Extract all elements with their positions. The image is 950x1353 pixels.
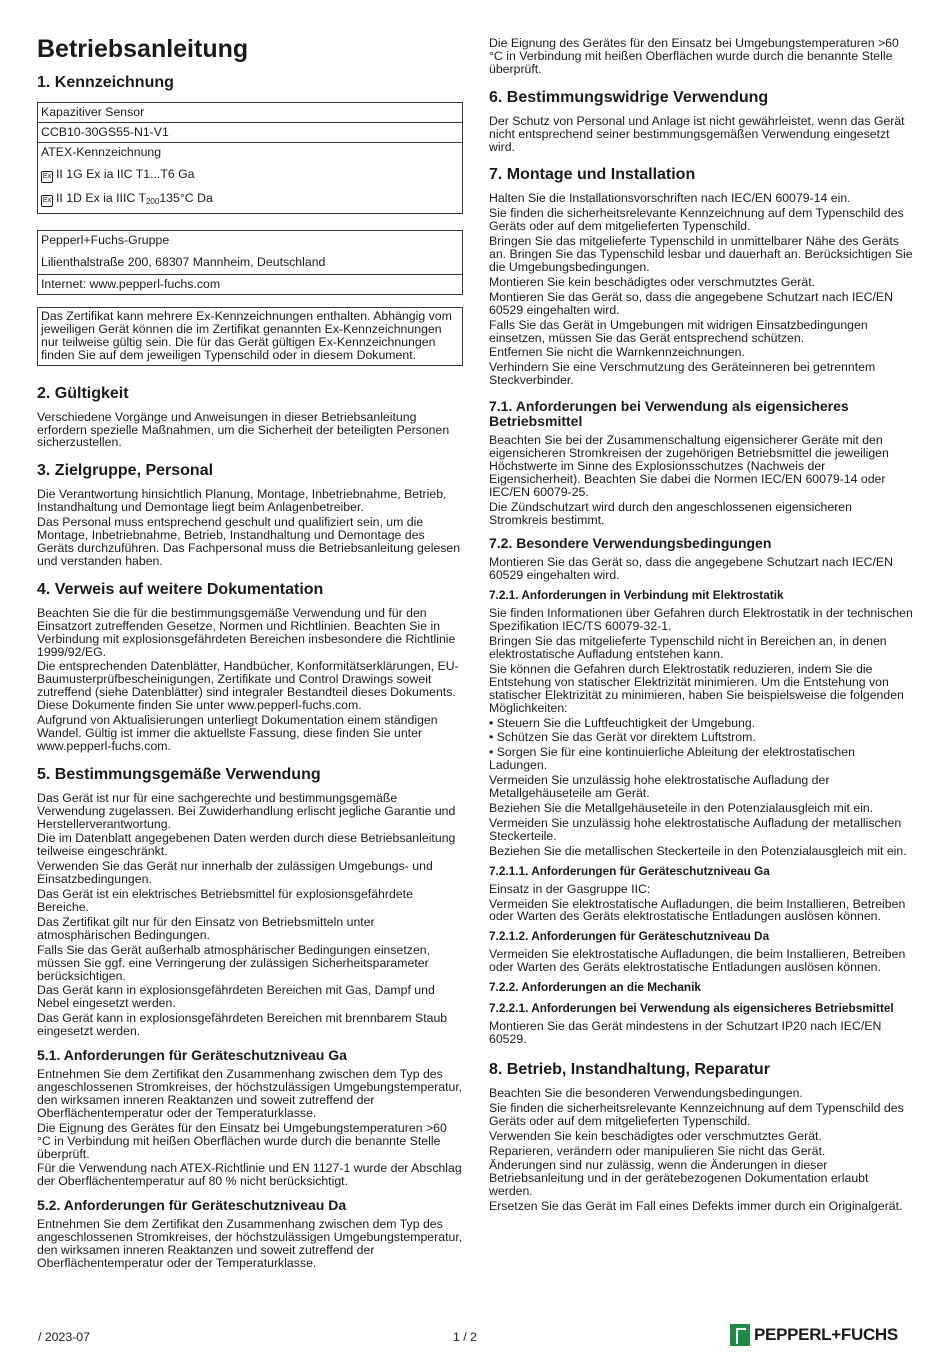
section-5-2-continued bbox=[489, 37, 913, 76]
certificate-note: Das Zertifikat kann mehrere Ex-Kennzeichnungen enthalten. Abhängig vom jeweiligen Gerät können die im Zertifikat genannten Ex-Kennzeichnungen nur teilweise gültig sein. Die für das Gerät gültigen Ex-Kennzeichnungen finden Sie auf dem jeweiligen Typenschild oder in diesem Dokument. bbox=[41, 309, 452, 362]
section-7-2-1-2-heading: 7.2.1.2. Anforderungen für Geräteschutzniveau Da bbox=[489, 929, 770, 944]
section-7-2-1-1-body bbox=[489, 883, 913, 924]
pf-logo-icon bbox=[730, 1324, 750, 1346]
section-5-1-heading: 5.1. Anforderungen für Geräteschutzniveau Ga bbox=[37, 1047, 347, 1064]
paragraph: Beachten Sie die für die bestimmungsgemäße Verwendung und für den Einsatzort zutreffenden Gesetze, Normen und Richtlinien. Beachten Sie in Verbindung mit explosionsgefährdeten Bereichen insbesondere die Richtlinie 1999/92/EG. bbox=[37, 605, 456, 659]
paragraph: Verschiedene Vorgänge und Anweisungen in dieser Betriebsanleitung erfordern spezielle Maßnahmen, um die Sicherheit der beteiligten Personen sicherzustellen. bbox=[37, 409, 450, 450]
section-5-1-body bbox=[37, 1068, 463, 1188]
right-column bbox=[489, 37, 913, 1215]
paragraph: Sie finden die sicherheitsrelevante Kennzeichnung auf dem Typenschild des Geräts oder auf dem mitgelieferten Typenschild. bbox=[489, 206, 904, 234]
section-5-heading: 5. Bestimmungsgemäße Verwendung bbox=[37, 765, 321, 783]
section-7-2-body bbox=[489, 556, 913, 582]
manufacturer-website: Internet: www.pepperl-fuchs.com bbox=[38, 274, 462, 294]
section-7-1-body bbox=[489, 434, 913, 526]
paragraph: Die Eignung des Gerätes für den Einsatz bei Umgebungstemperaturen >60 °C in Verbindung mit heißen Oberflächen wurde durch die benannte Stelle überprüft. bbox=[37, 1120, 447, 1161]
paragraph: Die Zündschutzart wird durch den angeschlossenen eigensicheren Stromkreis bestimmt. bbox=[489, 499, 852, 527]
paragraph: Beachten Sie bei der Zusammenschaltung eigensicherer Geräte mit den eigensicheren Stromkreisen der zugehörigen Betriebsmittel die jeweiligen Höchstwerte im Sinne des Explosionsschutzes (Nachweis der Eigensicherheit). Beachten Sie dabei die Normen IEC/EN 60079-14 oder IEC/EN 60079-25. bbox=[489, 433, 889, 499]
paragraph: Beziehen Sie die Metallgehäuseteile in den Potenzialausgleich mit ein. bbox=[489, 800, 874, 815]
paragraph: Halten Sie die Installationsvorschriften nach IEC/EN 60079-14 ein. bbox=[489, 191, 851, 206]
left-column bbox=[37, 34, 463, 1272]
logo-text: PEPPERL+FUCHS bbox=[754, 1325, 898, 1344]
section-7-heading: 7. Montage und Installation bbox=[489, 166, 696, 184]
paragraph: Ersetzen Sie das Gerät im Fall eines Defekts immer durch ein Originalgerät. bbox=[489, 1199, 903, 1214]
ex-hexagon-icon: Ex bbox=[41, 171, 53, 183]
section-2-heading: 2. Gültigkeit bbox=[37, 384, 129, 402]
footer-date: / 2023-07 bbox=[38, 1330, 90, 1344]
paragraph: Die entsprechenden Datenblätter, Handbücher, Konformitätserklärungen, EU-Baumusterprüfbescheinigungen, Zertifikate und Control Drawings soweit zutreffend (siehe Datenblätter) sind integraler Bestandteil dieses Dokuments. Diese Dokumente finden Sie unter www.pepperl-fuchs.com. bbox=[37, 659, 459, 713]
section-8-body bbox=[489, 1087, 913, 1213]
paragraph: Das Zertifikat gilt nur für den Einsatz von Betriebsmitteln unter atmosphärischen Bedingungen. bbox=[37, 914, 375, 942]
paragraph: Änderungen sind nur zulässig, wenn die Änderungen in dieser Betriebsanleitung und in der gerätebezogenen Dokumentation erlaubt werden. bbox=[489, 1158, 869, 1199]
section-7-1-heading: 7.1. Anforderungen bei Verwendung als eigensicheres Betriebsmittel bbox=[489, 398, 849, 430]
section-7-2-2-1-heading: 7.2.2.1. Anforderungen bei Verwendung als eigensicheres Betriebsmittel bbox=[489, 1001, 894, 1016]
manufacturer-box bbox=[37, 230, 463, 295]
paragraph: Beziehen Sie die metallischen Steckerteile in den Potenzialausgleich mit ein. bbox=[489, 843, 907, 858]
paragraph: Sie finden die sicherheitsrelevante Kennzeichnung auf dem Typenschild des Geräts oder auf dem mitgelieferten Typenschild. bbox=[489, 1100, 904, 1128]
section-7-2-1-body bbox=[489, 607, 913, 857]
paragraph: Verwenden Sie das Gerät nur innerhalb der zulässigen Umgebungs- und Einsatzbedingungen. bbox=[37, 859, 433, 887]
list-item: • Sorgen Sie für eine kontinuierliche Ableitung der elektrostatischen Ladungen. bbox=[489, 745, 855, 773]
section-3-heading: 3. Zielgruppe, Personal bbox=[37, 462, 214, 480]
paragraph: Die Verantwortung hinsichtlich Planung, Montage, Inbetriebnahme, Betrieb, Instandhaltung und Demontage liegt beim Anlagenbetreiber. bbox=[37, 487, 447, 515]
certificate-note-box bbox=[37, 307, 463, 366]
paragraph: Einsatz in der Gasgruppe IIC: bbox=[489, 881, 651, 896]
section-7-2-1-2-body bbox=[489, 948, 913, 974]
section-8-heading: 8. Betrieb, Instandhaltung, Reparatur bbox=[489, 1060, 770, 1078]
page-title: Betriebsanleitung bbox=[37, 35, 249, 63]
paragraph: Das Gerät ist nur für eine sachgerechte und bestimmungsgemäße Verwendung zugelassen. Bei Zuwiderhandlung erlischt jegliche Garantie und Herstellerverantwortung. bbox=[37, 790, 456, 831]
paragraph: Das Gerät kann in explosionsgefährdeten Bereichen mit Gas, Dampf und Nebel eingesetzt werden. bbox=[37, 983, 435, 1011]
section-7-2-heading: 7.2. Besondere Verwendungsbedingungen bbox=[489, 535, 772, 552]
paragraph: Vermeiden Sie unzulässig hohe elektrostatische Aufladung der metallischen Steckerteile. bbox=[489, 815, 902, 843]
section-7-2-1-heading: 7.2.1. Anforderungen in Verbindung mit Elektrostatik bbox=[489, 588, 784, 603]
section-7-2-1-1-heading: 7.2.1.1. Anforderungen für Geräteschutzniveau Ga bbox=[489, 863, 770, 878]
product-marking-box bbox=[37, 102, 463, 214]
paragraph: Die Eignung des Gerätes für den Einsatz bei Umgebungstemperaturen >60 °C in Verbindung mit heißen Oberflächen wurde durch die benannte Stelle überprüft. bbox=[489, 36, 899, 76]
page-number: 1 / 2 bbox=[453, 1330, 477, 1344]
paragraph: Montieren Sie das Gerät so, dass die angegebene Schutzart nach IEC/EN 60529 eingehalten wird. bbox=[489, 289, 893, 317]
paragraph: Der Schutz von Personal und Anlage ist nicht gewährleistet, wenn das Gerät nicht entsprechend seiner bestimmungsgemäßen Verwendung eingesetzt wird. bbox=[489, 113, 905, 154]
paragraph: Das Gerät ist ein elektrisches Betriebsmittel für explosionsgefährdete Bereiche. bbox=[37, 887, 413, 914]
product-type: Kapazitiver Sensor bbox=[38, 103, 462, 123]
paragraph: Bringen Sie das mitgelieferte Typenschild nicht in Bereichen an, in denen elektrostatische Aufladung entstehen kann. bbox=[489, 634, 887, 661]
paragraph: Entnehmen Sie dem Zertifikat den Zusammenhang zwischen dem Typ des angeschlossenen Stromkreises, der höchstzulässigen Umgebungstemperatur, den wirksamen inneren Reaktanzen und soweit zutreffend der Oberflächentemperatur oder der Temperaturklasse. bbox=[37, 1217, 463, 1270]
section-6-heading: 6. Bestimmungswidrige Verwendung bbox=[489, 88, 769, 106]
section-6-body bbox=[489, 115, 913, 154]
paragraph: Das Personal muss entsprechend geschult und qualifiziert sein, um die Montage, Inbetriebnahme, Betrieb, Instandhaltung und Demontage des Geräts durchzuführen. Das Fachpersonal muss die Betriebsanleitung gelesen und verstanden haben. bbox=[37, 515, 461, 568]
section-5-2-heading: 5.2. Anforderungen für Geräteschutzniveau Da bbox=[37, 1197, 347, 1214]
paragraph: Falls Sie das Gerät außerhalb atmosphärischer Bedingungen einsetzen, müssen Sie ggf. eine Verringerung der zulässigen Sicherheitsparameter berücksichtigen. bbox=[37, 942, 431, 983]
paragraph: Vermeiden Sie elektrostatische Aufladungen, die beim Installieren, Betreiben oder Warten des Geräts elektrostatische Entladungen auslösen können. bbox=[489, 896, 906, 924]
section-7-2-2-1-body bbox=[489, 1020, 913, 1046]
paragraph: Falls Sie das Gerät in Umgebungen mit widrigen Einsatzbedingungen einsetzen, müssen Sie das Gerät entsprechend schützen. bbox=[489, 317, 868, 345]
paragraph: Reparieren, verändern oder manipulieren Sie nicht das Gerät. bbox=[489, 1143, 826, 1158]
paragraph: Das Gerät kann in explosionsgefährdeten Bereichen mit brennbarem Staub eingesetzt werden. bbox=[37, 1011, 448, 1039]
paragraph: Montieren Sie das Gerät mindestens in der Schutzart IP20 nach IEC/EN 60529. bbox=[489, 1019, 882, 1047]
list-item: • Steuern Sie die Luftfeuchtigkeit der Umgebung. bbox=[489, 715, 756, 730]
paragraph: Verhindern Sie eine Verschmutzung des Geräteinneren bei getrenntem Steckverbinder. bbox=[489, 360, 876, 388]
paragraph: Die im Datenblatt angegebenen Daten werden durch diese Betriebsanleitung teilweise eingeschränkt. bbox=[37, 831, 456, 859]
section-7-body bbox=[489, 192, 913, 387]
atex-marking-dust: Ex II 1D Ex ia IIIC $T_{200}135^\circ C$ Da bbox=[42, 191, 213, 206]
paragraph: Entfernen Sie nicht die Warnkennzeichnungen. bbox=[489, 345, 745, 360]
section-5-2-body bbox=[37, 1218, 463, 1270]
section-1-heading: 1. Kennzeichnung bbox=[37, 74, 174, 91]
ex-hexagon-icon: Ex bbox=[41, 195, 53, 207]
section-4-body bbox=[37, 607, 463, 753]
paragraph: Entnehmen Sie dem Zertifikat den Zusammenhang zwischen dem Typ des angeschlossenen Stromkreises, der höchstzulässigen Umgebungstemperatur, den wirksamen inneren Reaktanzen und soweit zutreffend der Oberflächentemperatur oder der Temperaturklasse. bbox=[37, 1067, 463, 1120]
section-2-body bbox=[37, 411, 463, 450]
company-logo bbox=[730, 1324, 898, 1346]
paragraph: Vermeiden Sie unzulässig hohe elektrostatische Aufladung der Metallgehäuseteile am Gerät. bbox=[489, 773, 830, 801]
manufacturer-name: Pepperl+Fuchs-Gruppe bbox=[41, 233, 170, 247]
paragraph: Sie können die Gefahren durch Elektrostatik reduzieren, indem Sie die Entstehung von statischer Elektrizität minimieren. Um die Entstehung von statischer Elektrizität zu minimieren, haben Sie beispielsweise die folgenden Möglichkeiten: bbox=[489, 661, 904, 715]
paragraph: Beachten Sie die besonderen Verwendungsbedingungen. bbox=[489, 1085, 803, 1100]
paragraph: Bringen Sie das mitgelieferte Typenschild in unmittelbarer Nähe des Geräts an. Bringen Sie das Typenschild lesbar und dauerhaft an. Berücksichtigen Sie die Umgebungsbedingungen. bbox=[489, 234, 913, 274]
section-7-2-2-heading: 7.2.2. Anforderungen an die Mechanik bbox=[489, 980, 701, 995]
paragraph: Vermeiden Sie elektrostatische Aufladungen, die beim Installieren, Betreiben oder Warten des Geräts elektrostatische Entladungen auslösen können. bbox=[489, 947, 906, 975]
section-4-heading: 4. Verweis auf weitere Dokumentation bbox=[37, 580, 324, 598]
paragraph: Aufgrund von Aktualisierungen unterliegt Dokumentation einem ständigen Wandel. Gültig ist immer die aktuellste Fassung, diese finden Sie unter www.pepperl-fuchs.com. bbox=[37, 713, 438, 753]
section-3-body bbox=[37, 488, 463, 567]
paragraph: Montieren Sie kein beschädigtes oder verschmutztes Gerät. bbox=[489, 274, 816, 289]
manufacturer-address: Lilienthalstraße 200, 68307 Mannheim, Deutschland bbox=[41, 255, 326, 269]
atex-label: ATEX-Kennzeichnung bbox=[41, 145, 162, 159]
paragraph: Für die Verwendung nach ATEX-Richtlinie und EN 1127-1 wurde der Abschlag der Oberflächentemperatur auf 80 % nicht berücksichtigt. bbox=[37, 1161, 462, 1189]
paragraph: Montieren Sie das Gerät so, dass die angegebene Schutzart nach IEC/EN 60529 eingehalten wird. bbox=[489, 555, 893, 583]
paragraph: Sie finden Informationen über Gefahren durch Elektrostatik in der technischen Spezifikation IEC/TS 60079-32-1. bbox=[489, 606, 913, 634]
product-code: CCB10-30GS55-N1-V1 bbox=[38, 123, 462, 143]
list-item: • Schützen Sie das Gerät vor direktem Luftstrom. bbox=[489, 730, 756, 745]
section-5-body bbox=[37, 792, 463, 1038]
atex-marking-gas: Ex II 1G Ex ia IIC T1...T6 Ga bbox=[42, 167, 195, 181]
paragraph: Verwenden Sie kein beschädigtes oder verschmutztes Gerät. bbox=[489, 1128, 822, 1143]
